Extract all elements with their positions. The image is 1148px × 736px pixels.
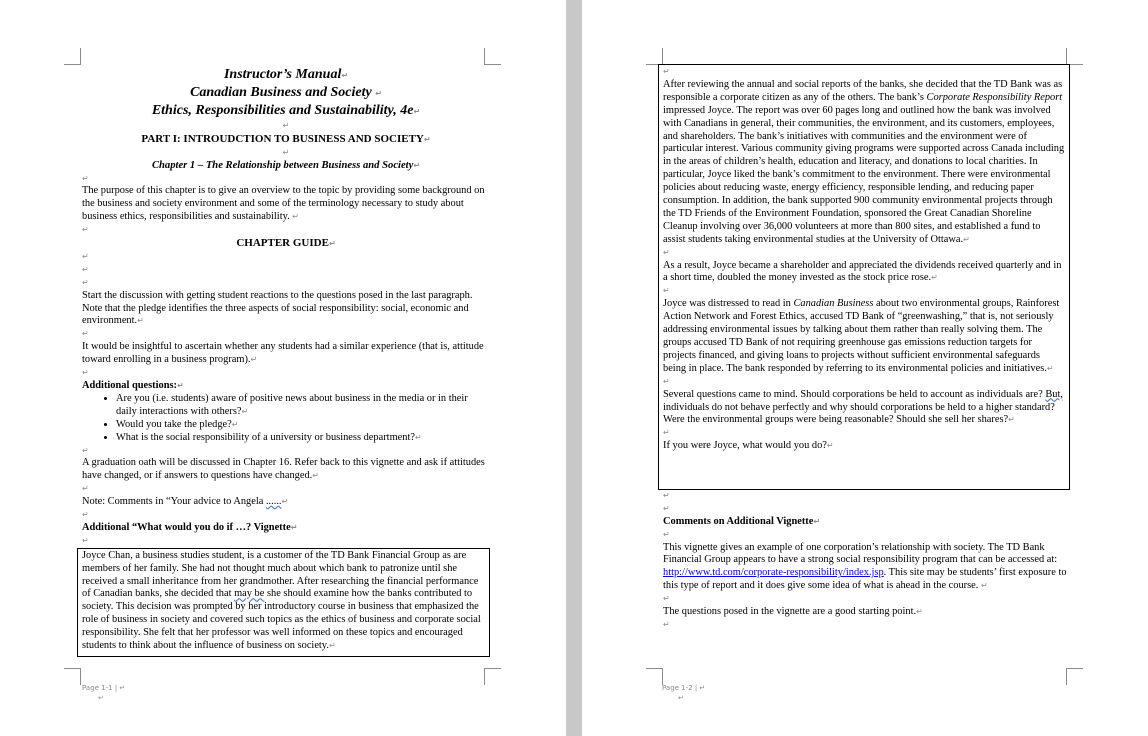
- box-paragraph: Joyce was distressed to read in Canadian Business about two environmental groups, Rainforest Action Network and Forest Ethics, accused TD Bank of “greenwashing,” that is, not seriously addressing environmental issues by talking about them rather than really solving them. The groups accused TD Bank of not requiring greenhouse gas emissions reduction targets for projects financed, and giving loans to projects without sufficient environmental safeguards being in place. The bank responded by referring to its environmental policies and initiatives.↵: [663, 298, 1060, 374]
- crop-mark: [646, 668, 663, 685]
- box-paragraph: If you were Joyce, what would you do?↵: [663, 440, 834, 452]
- comments-paragraph: This vignette gives an example of one corporation’s relationship with society. The TD Bank Financial Group appears to have a strong social responsibility program that can be accessed at: http://www.td.com/corporate-responsibility/index.jsp. This site may be students’ first exposure to this type of report and it does give some idea of what is ahead in the course. ↵: [663, 541, 1067, 592]
- page-gap: [566, 0, 582, 736]
- chapter-guide-heading: CHAPTER GUIDE↵: [236, 237, 336, 250]
- part-heading: PART I: INTROUDCTION TO BUSINESS AND SOCIETY↵: [141, 132, 431, 145]
- page-footer: Page 1-1 | ↵: [82, 684, 126, 692]
- vignette-box: Joyce Chan, a business studies student, is a customer of the TD Bank Financial Group as are members of her family. She had not thought much about which bank to patronize until she received a small inheritance from her grandmother. After researching the financial performance of Canadian banks, she decided that may be she should examine how the banks contributed to society. This decision was prompted by her introductory course in business that emphasized the role of business in society and covered such topics as the ethics of business and corporate social responsibility. She felt that her professor was well informed on these topics and encouraged students to think about the influence of business on society.↵: [77, 548, 490, 657]
- crop-mark: [1066, 48, 1083, 65]
- crop-mark: [646, 48, 663, 65]
- note-paragraph: Note: Comments in “Your advice to Angela ......↵: [82, 496, 289, 508]
- crop-mark: [484, 48, 501, 65]
- questions-paragraph: The questions posed in the vignette are a good starting point.↵: [663, 606, 923, 618]
- list-item: • Would you take the pledge?↵: [116, 419, 490, 432]
- page-footer: Page 1-2 | ↵: [662, 684, 706, 692]
- vignette-box-continued: ↵ After reviewing the annual and social reports of the banks, she decided that the TD Bank was as responsible a corporate citizen as any of the others. The bank’s Corporate Responsibility Report impressed Joyce. The report was over 60 pages long and outlined how the bank was involved with Canadians in general, their communities, the environment, and its customers, employees, and shareholders. The bank’s initiatives with communities and the environment were of particular interest. Various community giving programs were supported across Canada including in the areas of children’s health, education and literacy, and donations to local charities. In particular, Joyce liked the bank’s commitment to the environment. There were environmental policies about reducing waste, energy efficiency, responsible lending, and reducing paper consumption. In addition, the bank supported 900 community environmental projects through the TD Friends of the Environment Foundation, sponsored the Great Canadian Shoreline Cleanup involving over 36,000 volunteers at more than 800 sites, and established a fund to assist students taking environmental studies at the University of Ottawa.↵ ↵ As a result, Joyce became a shareholder and appreciated the dividends received quarterly and in a short time, doubled the money invested as the stock price rose.↵ ↵ Joyce was distressed to read in Canadian Business about two environmental groups, Rainforest Action Network and Forest Ethics, accused TD Bank of “greenwashing,” that is, not seriously addressing environmental issues by talking about them rather than really solving them. The groups accused TD Bank of not requiring greenhouse gas emissions reduction targets for projects financed, and giving loans to projects without sufficient environmental safeguards being in place. The bank responded by referring to its environmental policies and initiatives.↵ ↵ Several questions came to mind. Should corporations be held to account as individuals are? But, individuals do not behave perfectly and why should corporations be held to a higher standard? Were the environmental groups were being reasonable? Should she sell her shares?↵ ↵ If you were Joyce, what would you do?↵: [658, 64, 1070, 490]
- comments-heading: Comments on Additional Vignette↵: [663, 515, 821, 527]
- list-item: • What is the social responsibility of a university or business department?↵: [116, 432, 490, 445]
- additional-questions-label: Additional questions:↵: [82, 379, 184, 391]
- chapter-heading: Chapter 1 – The Relationship between Business and Society↵: [151, 159, 421, 171]
- page-1-body: Instructor’s Manual↵ Canadian Business and Society ↵ Ethics, Responsibilities and Sustainability, 4e↵ ↵ PART I: INTROUDCTION TO BUSINESS AND SOCIETY↵ ↵ Chapter 1 – The Relationship between Business and Society↵ ↵ The purpose of this chapter is to give an overview to the topic by providing some background on the business and society environment and some of the terminology necessary to study about business ethics, responsibilities and sustainability. ↵ ↵ CHAPTER GUIDE↵ ↵ ↵ ↵ Start the discussion with getting student reactions to the questions posed in the last paragraph. Note that the pledge identifies the three aspects of social responsibility: social, economic and environment.↵ ↵ It would be insightful to ascertain whether any students had a similar experience (that is, attitude toward enrolling in a business program).↵ ↵ Additional questions:↵ • Are you (i.e. students) aware of positive news about business in the media or in their daily interactions with others?↵ • Would you take the pledge?↵ • What is the social responsibility of a university or business department?↵ ↵ A graduation oath will be discussed in Chapter 16. Refer back to this vignette and ask if attitudes have changed, or if answers to questions have changed.↵ ↵ Note: Comments in “Your advice to Angela ......↵ ↵ Additional “What would you do if …? Vignette↵ ↵ Joyce Chan, a business studies student, is a customer of the TD Bank Financial Group as are members of her family. She had not thought much about which bank to patronize until she received a small inheritance from her grandmother. After researching the financial performance of Canadian banks, she decided that may be she should examine how the banks contributed to society. This decision was prompted by her introductory course in business that emphasized the role of business in society and covered such topics as the ethics of business and corporate social responsibility. She felt that her professor was well informed on these topics and encouraged students to think about the influence of business on society.↵: [82, 66, 490, 657]
- list-item: • Are you (i.e. students) aware of positive news about business in the media or in their daily interactions with others?↵: [116, 393, 490, 419]
- document-page-1: [0, 0, 566, 736]
- footer-mark: ↵: [678, 694, 684, 702]
- box-paragraph: After reviewing the annual and social reports of the banks, she decided that the TD Bank was as responsible a corporate citizen as any of the others. The bank’s Corporate Responsibility Report impressed Joyce. The report was over 60 pages long and outlined how the bank was involved with Canadians in general, their communities, the environment, and its customers, employees, and shareholders. The bank’s initiatives with communities and the environment were of particular interest. Various community giving programs were supported across Canada including in the areas of children’s health, education and literacy, and donations to local charities. In particular, Joyce liked the bank’s commitment to the environment. There were environmental policies about reducing waste, energy efficiency, responsible lending, and reducing paper consumption. In addition, the bank supported 900 community environmental projects through the TD Friends of the Environment Foundation, sponsored the Great Canadian Shoreline Cleanup involving over 36,000 volunteers at more than 800 sites, and established a fund to assist students taking environmental studies at the University of Ottawa.↵: [663, 78, 1065, 245]
- td-report-link[interactable]: http://www.td.com/corporate-responsibility/index.jsp: [663, 567, 884, 579]
- footer-mark: ↵: [98, 694, 104, 702]
- document-page-2: [582, 0, 1148, 736]
- additional-questions-list: [82, 393, 490, 445]
- insight-paragraph: It would be insightful to ascertain whether any students had a similar experience (that is, attitude toward enrolling in a business program).↵: [82, 341, 484, 366]
- vignette-heading: Additional “What would you do if …? Vignette↵: [82, 521, 298, 533]
- box-paragraph: Several questions came to mind. Should corporations be held to account as individuals are? But, individuals do not behave perfectly and why should corporations be held to a higher standard? Were the environmental groups were being reasonable? Should she sell her shares?↵: [663, 388, 1063, 426]
- discussion-paragraph: Start the discussion with getting student reactions to the questions posed in the last paragraph. Note that the pledge identifies the three aspects of social responsibility: social, economic and environment.↵: [82, 289, 473, 327]
- oath-paragraph: A graduation oath will be discussed in Chapter 16. Refer back to this vignette and ask if attitudes have changed, or if answers to questions have changed.↵: [82, 457, 485, 482]
- crop-mark: [64, 668, 81, 685]
- purpose-paragraph: The purpose of this chapter is to give an overview to the topic by providing some background on the business and society environment and some of the terminology necessary to study about business ethics, responsibilities and sustainability. ↵: [82, 185, 485, 223]
- page-2-body: ↵ After reviewing the annual and social reports of the banks, she decided that the TD Bank was as responsible a corporate citizen as any of the others. The bank’s Corporate Responsibility Report impressed Joyce. The report was over 60 pages long and outlined how the bank was involved with Canadians in general, their communities, the environment, and its customers, employees, and shareholders. The bank’s initiatives with communities and the environment were of particular interest. Various community giving programs were supported across Canada including in the areas of children’s health, education and literacy, and donations to local charities. In particular, Joyce liked the bank’s commitment to the environment. There were environmental policies about reducing waste, energy efficiency, responsible lending, and reducing paper consumption. In addition, the bank supported 900 community environmental projects through the TD Friends of the Environment Foundation, sponsored the Great Canadian Shoreline Cleanup involving over 36,000 volunteers at more than 800 sites, and established a fund to assist students taking environmental studies at the University of Ottawa.↵ ↵ As a result, Joyce became a shareholder and appreciated the dividends received quarterly and in a short time, doubled the money invested as the stock price rose.↵ ↵ Joyce was distressed to read in Canadian Business about two environmental groups, Rainforest Action Network and Forest Ethics, accused TD Bank of “greenwashing,” that is, not seriously addressing environmental issues by talking about them rather than really solving them. The groups accused TD Bank of not requiring greenhouse gas emissions reduction targets for projects financed, and giving loans to projects without sufficient environmental safeguards being in place. The bank responded by referring to its environmental policies and initiatives.↵ ↵ Several questions came to mind. Should corporations be held to account as individuals are? But, individuals do not behave perfectly and why should corporations be held to a higher standard? Were the environmental groups were being reasonable? Should she sell her shares?↵ ↵ If you were Joyce, what would you do?↵ ↵ ↵ Comments on Additional Vignette↵ ↵ This vignette gives an example of one corporation’s relationship with society. The TD Bank Financial Group appears to have a strong social responsibility program that can be accessed at: http://www.td.com/corporate-responsibility/index.jsp. This site may be students’ first exposure to this type of report and it does give some idea of what is ahead in the course. ↵ ↵ The questions posed in the vignette are a good starting point.↵ ↵: [658, 64, 1070, 632]
- crop-mark: [484, 668, 501, 685]
- manual-title: Instructor’s Manual↵ Canadian Business and Society ↵ Ethics, Responsibilities and Sustainability, 4e↵: [151, 67, 421, 118]
- crop-mark: [1066, 668, 1083, 685]
- crop-mark: [64, 48, 81, 65]
- box-paragraph: As a result, Joyce became a shareholder and appreciated the dividends received quarterly and in a short time, doubled the money invested as the stock price rose.↵: [663, 259, 1062, 284]
